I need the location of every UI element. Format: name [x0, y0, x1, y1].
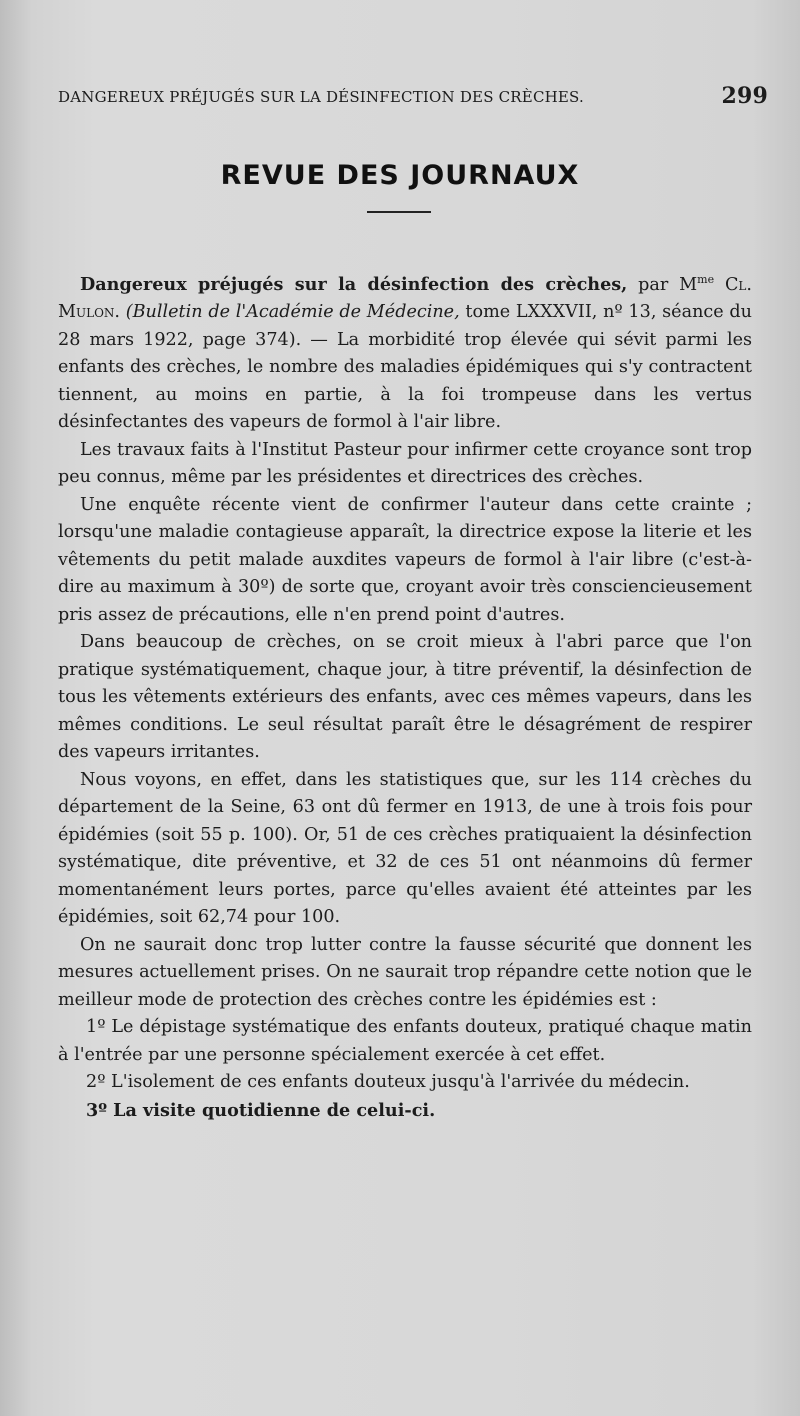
article-heading: Dangereux préjugés sur la désinfection des crèches, [80, 273, 628, 295]
list-item: 2º L'isolement de ces enfants douteux jusqu'à l'arrivée du médecin. [86, 1072, 690, 1093]
source-journal: (Bulletin de l'Académie de Médecine, [125, 302, 460, 323]
author-title-sup: me [697, 273, 715, 286]
title-divider [367, 211, 431, 213]
paragraph-text: La morbidité trop élevée qui sévit parmi les enfants des crèches, le nombre des maladies épidémiques qui s'y contractent tiennent, au moins en partie, à la foi trompeuse dans les vertus désinfectantes des vapeurs de formol à l'air libre. [58, 329, 753, 433]
article-paragraph: On ne saurait donc trop lutter contre la fausse sécurité que donnent les mesures actuellement prises. On ne saurait trop répandre cette notion que le meilleur mode de protection des crèches contre les épidémies est : [58, 934, 752, 1010]
article-paragraph: Nous voyons, en effet, dans les statistiques que, sur les 114 crèches du département de la Seine, 63 ont dû fermer en 1913, de une à trois fois pour épidémies (soit 55 p. 100). Or, 51 de ces crèches pratiquaient la désinfection systématique, dite préventive, et 32 de ces 51 ont néanmoins dû fermer momentanément leurs portes, parce qu'elles avaient été atteintes par les épidémies, soit 62,74 pour 100. [58, 769, 752, 928]
author-prefix: par M [638, 274, 698, 295]
article-paragraph: Une enquête récente vient de confirmer l'auteur dans cette crainte ; lorsqu'une maladie contagieuse apparaît, la directrice expose la literie et les vêtements du petit malade auxdites vapeurs de formol à l'air libre (c'est-à-dire au maximum à 30º) de sorte que, croyant avoir très consciencieusement pris assez de précautions, elle n'en prend point d'autres. [58, 494, 752, 625]
running-header [58, 83, 768, 109]
author-name: Cl. Mulon. [58, 274, 752, 323]
list-item: 3º La visite quotidienne de celui-ci. [86, 1099, 436, 1121]
running-title: DANGEREUX PRÉJUGÉS SUR LA DÉSINFECTION DES CRÈCHES. [58, 88, 584, 106]
list-item: 1º Le dépistage systématique des enfants douteux, pratiqué chaque matin à l'entrée par une personne spécialement exercée à cet effet. [58, 1017, 752, 1065]
source-details: tome LXXXVII, nº 13, séance du 28 mars 1922, page 374). — [58, 302, 752, 350]
article-intro-paragraph [58, 266, 752, 437]
article-body [58, 266, 752, 1124]
section-title: REVUE DES JOURNAUX [220, 160, 580, 191]
article-paragraph: Dans beaucoup de crèches, on se croit mieux à l'abri parce que l'on pratique systématiquement, chaque jour, à titre préventif, la désinfection de tous les vêtements extérieurs des enfants, avec ces mêmes vapeurs, dans les mêmes conditions. Le seul résultat paraît être le désagrément de respirer des vapeurs irritantes. [58, 632, 752, 763]
page-number: 299 [721, 83, 768, 109]
article-paragraph: Les travaux faits à l'Institut Pasteur pour infirmer cette croyance sont trop peu connus, même par les présidentes et directrices des crèches. [58, 439, 752, 488]
